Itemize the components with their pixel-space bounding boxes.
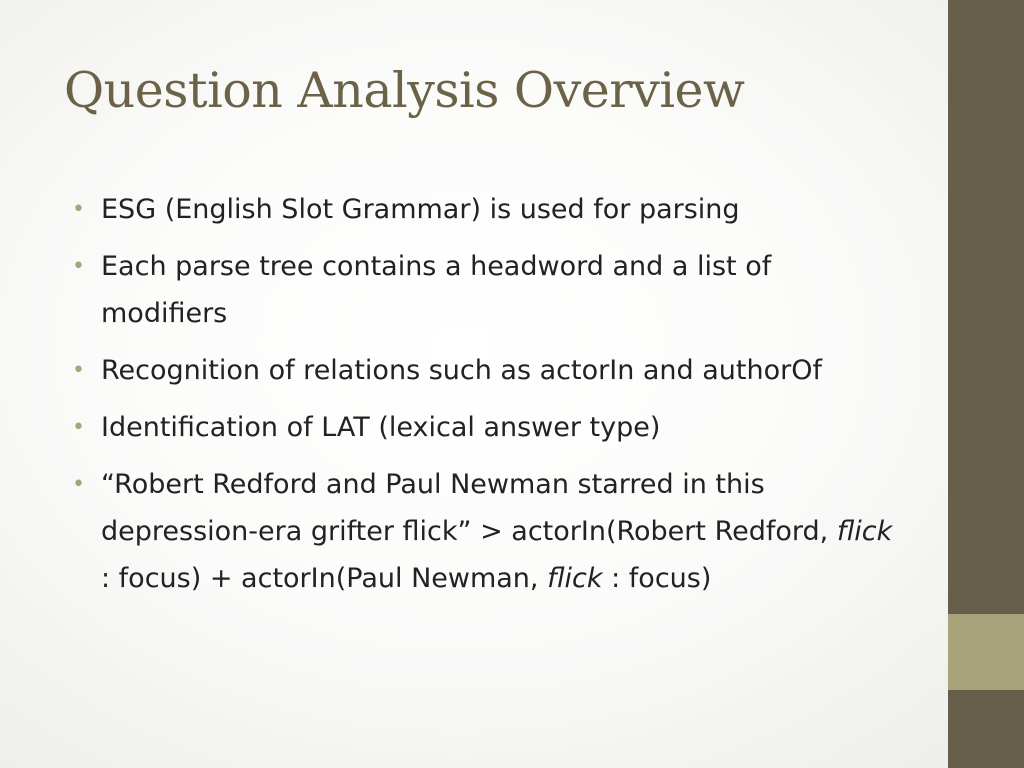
bullet-text-segment: : focus) + actorIn(Paul Newman,: [101, 563, 548, 594]
bullet-text-segment: “Robert Redford and Paul Newman starred in this depression-era grifter flick” > actorIn(Robert Redford,: [101, 469, 837, 547]
bullet-text-segment: Identification of LAT (lexical answer type): [101, 412, 661, 443]
bullet-item: [72, 404, 900, 451]
bullet-text: [101, 412, 660, 443]
bullet-dot-icon: •: [72, 472, 85, 497]
bullet-text: [101, 251, 771, 329]
bullet-text-segment-italic: flick: [547, 563, 603, 594]
bullet-item: [72, 243, 900, 337]
sidebar-accent-block: [948, 614, 1024, 690]
bullet-dot-icon: •: [72, 254, 85, 279]
bullet-item: [72, 347, 900, 394]
bullet-dot-icon: •: [72, 358, 85, 383]
bullet-dot-icon: •: [72, 197, 85, 222]
bullet-text: [101, 355, 822, 386]
bullet-item: [72, 186, 900, 233]
bullet-text: [101, 194, 740, 225]
slide-title: Question Analysis Overview: [64, 62, 745, 119]
bullet-dot-icon: •: [72, 415, 85, 440]
bullet-text-segment: : focus): [602, 563, 712, 594]
bullet-item: [72, 461, 900, 602]
sidebar-band: [948, 0, 1024, 768]
bullet-text-segment-italic: flick: [836, 516, 893, 547]
bullet-text-segment: ESG (English Slot Grammar) is used for parsing: [101, 194, 740, 225]
bullet-list: [72, 186, 900, 612]
bullet-text-segment: Each parse tree contains a headword and a list of modifiers: [101, 251, 772, 329]
bullet-text: [101, 469, 892, 594]
bullet-text-segment: Recognition of relations such as actorIn and authorOf: [101, 355, 822, 386]
